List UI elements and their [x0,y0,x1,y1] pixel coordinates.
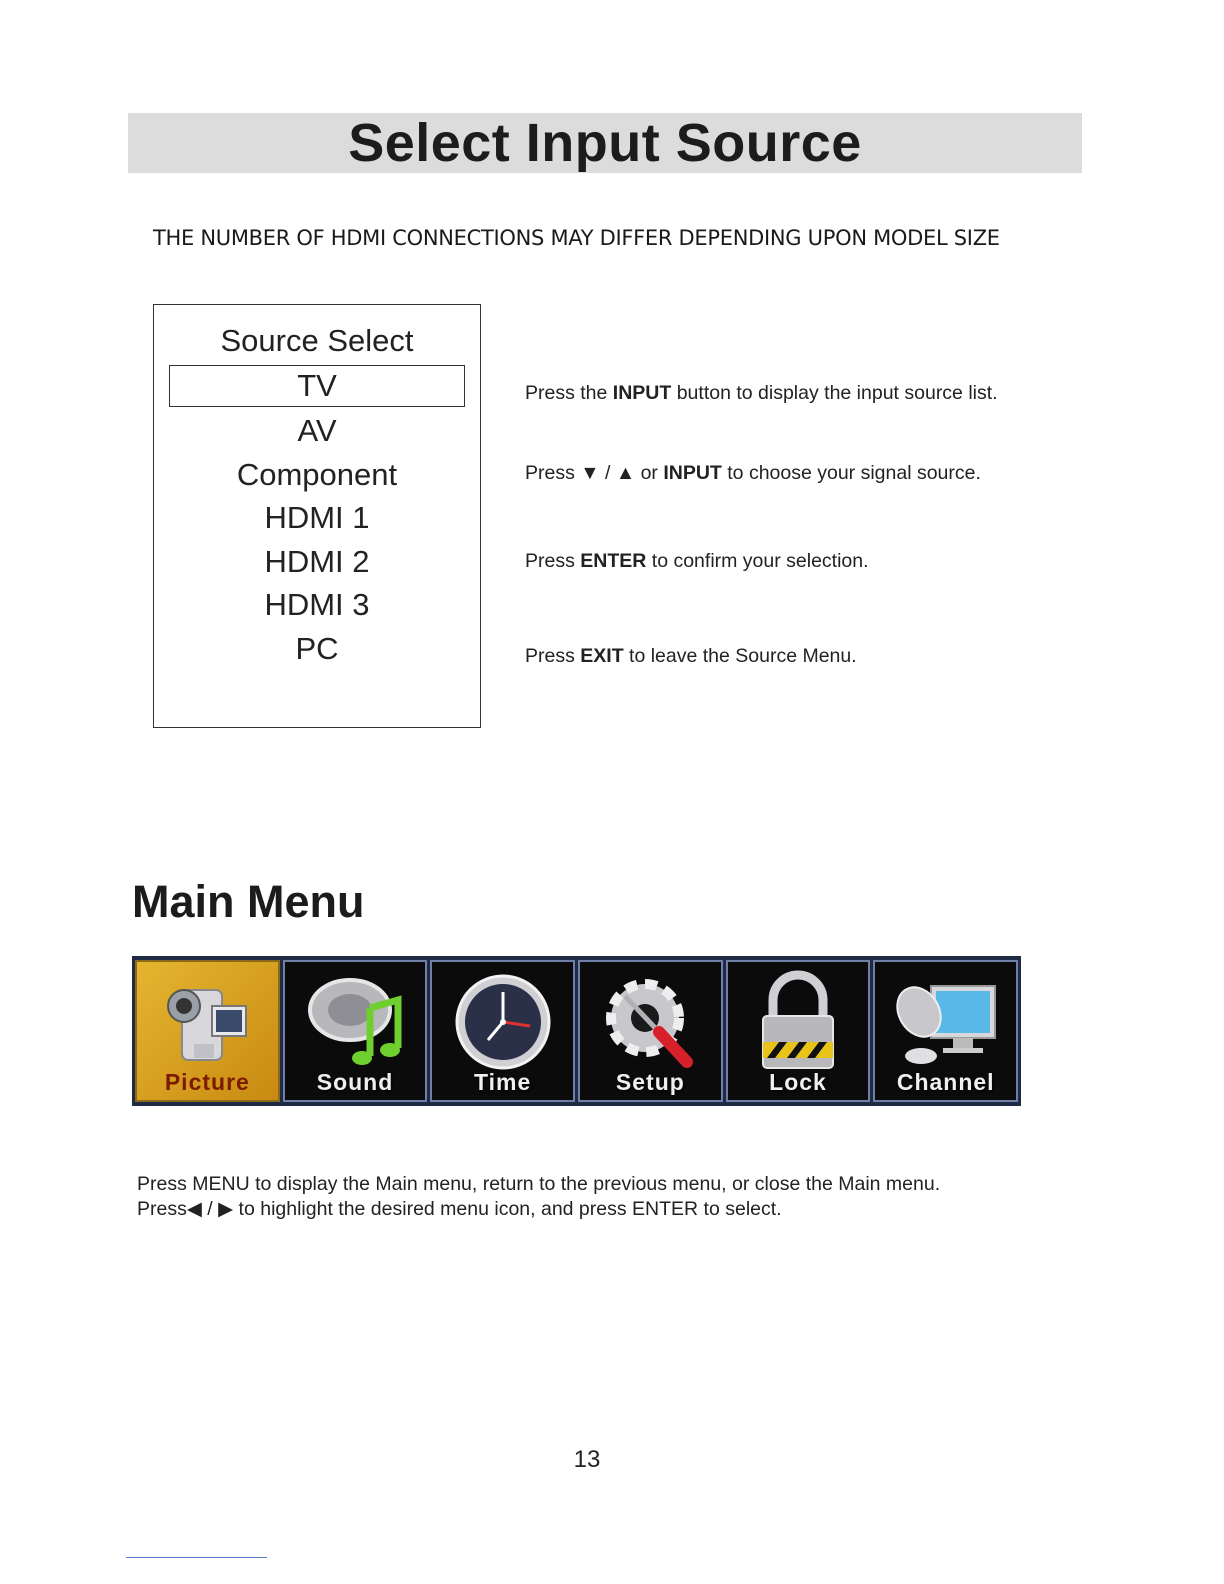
source-item-hdmi-3[interactable]: HDMI 3 [264,587,370,623]
left-arrow-icon: ◀ [186,1198,202,1220]
source-select-title: Source Select [220,323,414,358]
menu-label-channel: Channel [896,1069,995,1095]
gear-screwdriver-icon [595,970,705,1075]
key-input: INPUT [612,382,672,404]
menu-tile-sound[interactable] [283,960,428,1102]
menu-tile-picture[interactable] [135,960,280,1102]
menu-label-lock: Lock [769,1069,827,1095]
key-exit: EXIT [580,645,624,667]
menu-tile-channel[interactable] [873,960,1018,1102]
source-item-av[interactable]: AV [297,413,337,448]
source-item-hdmi-1[interactable]: HDMI 1 [264,500,370,536]
menu-label-picture: Picture [164,1069,250,1095]
key-enter: ENTER [580,550,647,572]
up-arrow-icon: ▲ [615,462,636,484]
menu-description-line-2: Press◀ / ▶ to highlight the desired menu icon, and press ENTER to select. [137,1198,782,1220]
hdmi-notice: THE NUMBER OF HDMI CONNECTIONS MAY DIFFER DEPENDING UPON MODEL SIZE [153,226,1000,250]
menu-tile-setup[interactable] [578,960,723,1102]
clock-icon [448,970,558,1075]
source-item-component[interactable]: Component [236,456,398,492]
title-banner [128,113,1082,173]
key-input: INPUT [663,462,722,484]
instruction-exit: Press EXIT to leave the Source Menu. [525,645,857,667]
menu-label-time: Time [474,1069,532,1095]
source-select-menu [153,304,481,728]
menu-tile-lock[interactable] [726,960,871,1102]
padlock-icon [743,970,853,1075]
menu-label-sound: Sound [316,1069,394,1095]
page-title: Select Input Source [348,113,862,173]
page-number: 13 [573,1446,601,1473]
source-list [154,365,480,671]
menu-label-setup: Setup [615,1069,685,1095]
instruction-choose: Press ▼ / ▲ or INPUT to choose your signal source. [525,462,981,484]
instruction-enter: Press ENTER to confirm your selection. [525,550,869,572]
camcorder-icon [152,970,262,1075]
right-arrow-icon: ▶ [218,1198,234,1220]
speaker-music-icon [300,970,410,1075]
source-item-pc[interactable]: PC [295,630,339,666]
source-item-tv[interactable]: TV [169,365,465,407]
footer-divider [126,1557,267,1558]
menu-tile-time[interactable] [430,960,575,1102]
source-item-hdmi-2[interactable]: HDMI 2 [264,543,370,579]
satellite-monitor-icon [891,970,1001,1075]
instruction-input: Press the INPUT button to display the input source list. [525,382,998,404]
main-menu-bar [132,956,1021,1106]
down-arrow-icon: ▼ [580,462,600,484]
menu-description-line-1: Press MENU to display the Main menu, return to the previous menu, or close the Main menu. [137,1173,941,1195]
main-menu-heading: Main Menu [132,876,365,927]
